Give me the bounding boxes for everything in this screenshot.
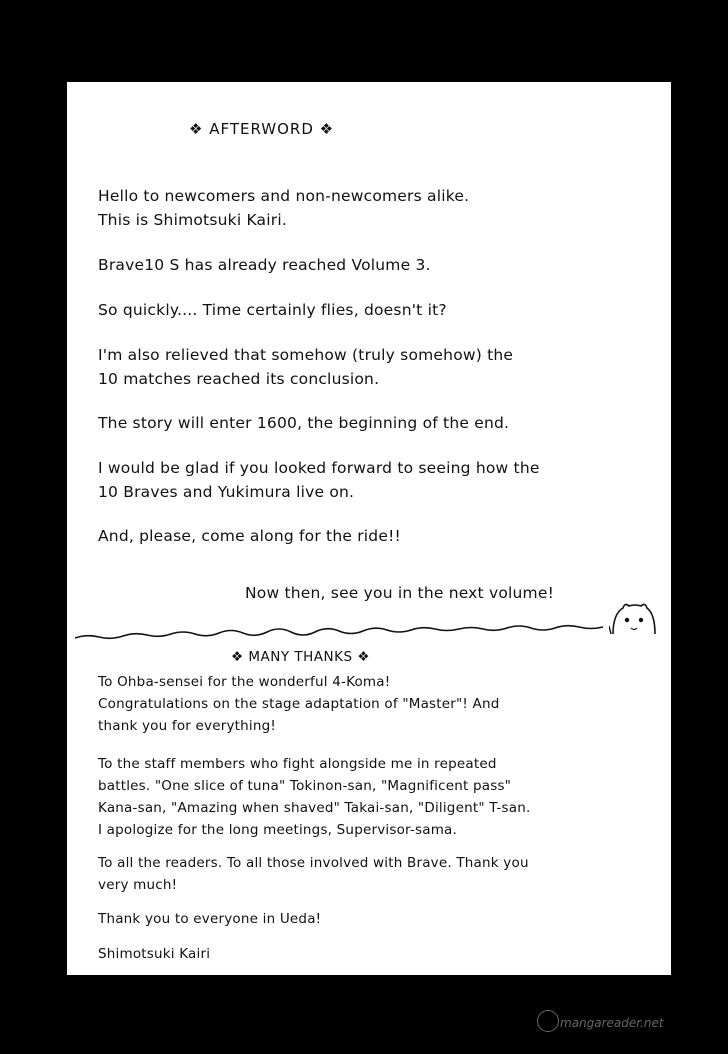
thanks-line: I apologize for the long meetings, Supervisor-sama. [98, 822, 458, 838]
thanks-line: To Ohba-sensei for the wonderful 4-Koma! [98, 674, 391, 690]
afterword-line: So quickly.... Time certainly flies, doesn't it? [98, 301, 447, 319]
thanks-line: To all the readers. To all those involved with Brave. Thank you [98, 855, 529, 871]
signature: Shimotsuki Kairi [98, 946, 211, 962]
watermark: mangareader.net [560, 1016, 664, 1030]
afterword-line: 10 Braves and Yukimura live on. [98, 483, 355, 501]
afterword-line: Brave10 S has already reached Volume 3. [98, 256, 431, 274]
thanks-line: battles. "One slice of tuna" Tokinon-san, "Magnificent pass" [98, 778, 512, 794]
wavy-divider [67, 592, 671, 652]
thanks-line: Kana-san, "Amazing when shaved" Takai-san, "Diligent" T-san. [98, 800, 531, 816]
afterword-line: The story will enter 1600, the beginning of the end. [98, 414, 510, 432]
afterword-line: Hello to newcomers and non-newcomers alike. [98, 187, 470, 205]
afterword-closing: Now then, see you in the next volume! [245, 584, 554, 602]
afterword-heading: ❖ AFTERWORD ❖ [189, 120, 335, 138]
afterword-line: I would be glad if you looked forward to seeing how the [98, 459, 540, 477]
thanks-line: Congratulations on the stage adaptation of "Master"! And [98, 696, 500, 712]
thanks-line: To the staff members who fight alongside me in repeated [98, 756, 497, 772]
afterword-line: 10 matches reached its conclusion. [98, 370, 380, 388]
many-thanks-heading: ❖ MANY THANKS ❖ [231, 649, 370, 665]
afterword-line: This is Shimotsuki Kairi. [98, 211, 287, 229]
watermark-logo-icon [537, 1010, 559, 1032]
thanks-line: Thank you to everyone in Ueda! [98, 911, 322, 927]
afterword-line: I'm also relieved that somehow (truly somehow) the [98, 346, 514, 364]
afterword-page [67, 82, 671, 975]
mascot-icon [609, 600, 659, 640]
afterword-line: And, please, come along for the ride!! [98, 527, 401, 545]
thanks-line: thank you for everything! [98, 718, 277, 734]
thanks-line: very much! [98, 877, 178, 893]
